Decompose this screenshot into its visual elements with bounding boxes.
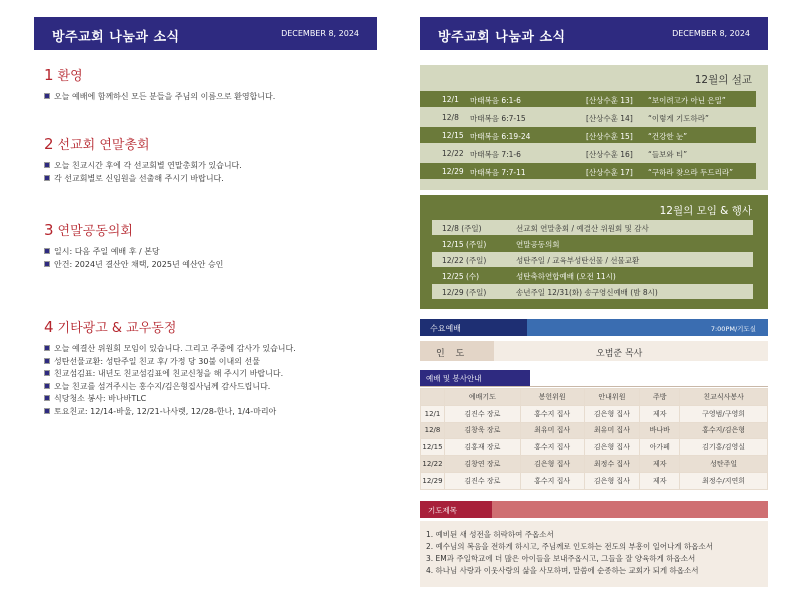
sermon-box	[420, 65, 768, 190]
sermon-series: [산상수훈 16]	[586, 150, 633, 159]
section-heading	[44, 317, 296, 337]
list-item	[44, 160, 242, 173]
table-cell: 김진수 장로	[444, 405, 520, 422]
table-cell: 최정수 집사	[584, 456, 640, 473]
column-header: 예배기도	[444, 389, 520, 406]
duty-table	[420, 388, 768, 490]
column-header: 주방	[640, 389, 680, 406]
table-cell: 12/22	[421, 456, 445, 473]
sermon-date: 12/1	[442, 95, 459, 104]
page-date: DECEMBER 8, 2024	[672, 29, 750, 38]
event-date: 12/8 (주일)	[442, 224, 482, 233]
leader-label: 인 도	[436, 349, 469, 359]
item-text: 토요친교: 12/14-바울, 12/21-나사렛, 12/28-한나, 1/4-마리아	[54, 406, 277, 416]
list-item	[44, 173, 242, 186]
sermon-box-title: 12월의 설교	[694, 74, 752, 86]
table-cell: 김진수 장로	[444, 472, 520, 489]
event-row	[432, 268, 753, 283]
bullet-square-icon	[44, 383, 50, 389]
item-text: 성탄선물교환: 성탄주일 친교 후/ 가정 당 30불 이내의 선물	[54, 356, 260, 366]
wednesday-worship-bar	[420, 319, 768, 336]
sermon-date: 12/8	[442, 113, 459, 122]
duty-title: 예배 및 봉사안내	[426, 374, 482, 383]
table-cell: 12/29	[421, 472, 445, 489]
sermon-passage: 마태복음 6:7-15	[470, 114, 526, 123]
sermon-row	[420, 127, 756, 143]
sermon-theme: “구하라 찾으라 두드리라”	[648, 168, 733, 177]
events-box-title: 12월의 모임 & 행사	[659, 205, 752, 217]
event-desc: 송년주일 12/31(화) 송구영신예배 (밤 8시)	[516, 288, 658, 297]
column-header: 친교식사봉사	[680, 389, 768, 406]
sermon-series: [산상수훈 15]	[586, 132, 633, 141]
event-desc: 성탄축하연합예배 (오전 11시)	[516, 272, 616, 281]
table-cell: 제자	[640, 472, 680, 489]
table-cell: 김홍재 장로	[444, 439, 520, 456]
table-row	[421, 422, 768, 439]
section-mission-meeting	[44, 134, 242, 185]
sermon-row	[420, 109, 756, 125]
table-cell: 김은형 집사	[584, 472, 640, 489]
event-desc: 선교회 연말총회 / 예결산 위원회 및 감사	[516, 224, 649, 233]
divider	[420, 386, 768, 387]
page-title: 방주교회 나눔과 소식	[438, 30, 566, 45]
section-number: 2	[44, 135, 54, 153]
list-item	[44, 406, 296, 419]
sermon-row	[420, 91, 756, 107]
item-text: 친교섬김표: 내년도 친교섬김표에 친교신청을 해 주시기 바랍니다.	[54, 369, 284, 378]
event-date: 12/25 (수)	[442, 272, 480, 281]
bullet-square-icon	[44, 162, 50, 168]
sermon-theme: “보이려고가 아닌 은밀”	[648, 96, 726, 105]
table-cell: 바나바	[640, 422, 680, 439]
sermon-date: 12/22	[442, 149, 464, 158]
table-cell: 12/1	[421, 405, 445, 422]
table-cell: 최정수/지연희	[680, 472, 768, 489]
list-item	[44, 381, 296, 394]
table-cell: 김은형 집사	[584, 405, 640, 422]
section-heading	[44, 134, 242, 154]
table-header-row	[421, 389, 768, 406]
sermon-date: 12/15	[442, 131, 464, 140]
leader-name: 오범준 목사	[596, 349, 643, 359]
sermon-theme: “이렇게 기도하라”	[648, 114, 709, 123]
event-date: 12/22 (주일)	[442, 256, 487, 265]
prayer-box	[420, 521, 768, 587]
table-cell: 12/8	[421, 422, 445, 439]
sermon-row	[420, 145, 756, 161]
table-cell: 제자	[640, 456, 680, 473]
event-row	[432, 236, 753, 251]
page-date: DECEMBER 8, 2024	[281, 29, 359, 38]
sermon-theme: “건강한 눈”	[648, 132, 688, 141]
sermon-series: [산상수훈 13]	[586, 96, 633, 105]
sermon-theme: “들보와 티”	[648, 150, 688, 159]
events-box	[420, 195, 768, 309]
page-title: 방주교회 나눔과 소식	[52, 30, 180, 45]
table-cell: 김은형 집사	[520, 456, 584, 473]
bullet-square-icon	[44, 261, 50, 267]
item-text: 오늘 예결산 위원회 모임이 있습니다. 그리고 주중에 감사가 있습니다.	[54, 344, 296, 353]
bullet-square-icon	[44, 395, 50, 401]
table-row	[421, 405, 768, 422]
sermon-series: [산상수훈 14]	[586, 114, 633, 123]
list-item	[44, 259, 223, 272]
section-title: 연말공동의회	[57, 224, 133, 239]
section-congregation-meeting	[44, 220, 223, 271]
item-text: 오늘 친교를 섬겨주시는 홍수지/김은형집사님께 감사드립니다.	[54, 381, 271, 391]
event-date: 12/15 (주일)	[442, 240, 487, 249]
column-header	[421, 389, 445, 406]
section-heading	[44, 65, 275, 85]
section-heading	[44, 220, 223, 240]
item-text: 식당청소 봉사: 바나바TLC	[54, 394, 147, 403]
table-cell: 성탄주일	[680, 456, 768, 473]
list-item	[44, 343, 296, 356]
worship-label-box	[420, 319, 527, 336]
section-title: 선교회 연말총회	[57, 138, 150, 153]
event-row	[432, 284, 753, 299]
table-cell: 홍수지 집사	[520, 439, 584, 456]
sermon-passage: 마태복음 7:1-6	[470, 150, 521, 159]
event-row	[432, 220, 753, 235]
table-cell: 홍수지 집사	[520, 405, 584, 422]
section-title: 기타광고 & 교우동정	[57, 321, 177, 336]
list-item	[44, 393, 296, 406]
column-header: 안내위원	[584, 389, 640, 406]
bullet-square-icon	[44, 370, 50, 376]
prayer-header-bar	[420, 501, 768, 518]
table-cell: 구영범/구영희	[680, 405, 768, 422]
event-desc: 성탄주일 / 교육부성탄선물 / 선물교환	[516, 256, 640, 265]
prayer-label-box	[420, 501, 492, 518]
item-text: 일시: 다음 주일 예배 후 / 본당	[54, 247, 160, 256]
section-number: 1	[44, 66, 54, 84]
bullet-square-icon	[44, 93, 50, 99]
event-date: 12/29 (주일)	[442, 288, 487, 297]
event-desc: 연말공동의회	[516, 240, 560, 249]
event-row	[432, 252, 753, 267]
bullet-square-icon	[44, 358, 50, 364]
bullet-square-icon	[44, 175, 50, 181]
section-title: 환영	[57, 69, 83, 84]
sermon-date: 12/29	[442, 167, 464, 176]
item-text: 오늘 친교시간 후에 각 선교회별 연말총회가 있습니다.	[54, 161, 242, 170]
item-text: 오늘 예배에 함께하신 모든 분들을 주님의 이름으로 환영합니다.	[54, 92, 276, 101]
prayer-item: 4. 하나님 사랑과 이웃사랑의 삶을 사모하며, 말씀에 순종하는 교회가 되게 하옵소서	[426, 566, 699, 575]
sermon-passage: 마태복음 6:19-24	[470, 132, 531, 141]
sermon-row	[420, 163, 756, 179]
leader-label-box	[420, 341, 494, 361]
worship-label: 수요예배	[430, 324, 461, 333]
sermon-series: [산상수훈 17]	[586, 168, 633, 177]
sermon-passage: 마태복음 7:7-11	[470, 168, 526, 177]
table-cell: 최유미 집사	[520, 422, 584, 439]
bullet-square-icon	[44, 408, 50, 414]
prayer-item: 2. 예수님의 복음을 전하게 하시고, 주님께로 인도하는 전도의 부흥이 일어나게 하옵소서	[426, 542, 713, 551]
section-welcome	[44, 65, 275, 104]
table-cell: 홍수지/김은형	[680, 422, 768, 439]
table-cell: 김창욱 장로	[444, 422, 520, 439]
section-number: 3	[44, 221, 54, 239]
item-text: 안건: 2024년 결산안 채택, 2025년 예산안 승인	[54, 259, 224, 269]
bullet-square-icon	[44, 345, 50, 351]
list-item	[44, 91, 275, 104]
worship-leader-row	[420, 341, 768, 361]
table-row	[421, 472, 768, 489]
prayer-item: 3. EM과 주일학교에 더 많은 아이들을 보내주옵시고, 그들을 잘 양육하게 하옵소서	[426, 554, 696, 563]
table-cell: 김창연 장로	[444, 456, 520, 473]
prayer-item: 1. 예비된 새 성전을 허락하여 주옵소서	[426, 530, 554, 539]
right-header-bar	[420, 17, 768, 50]
item-text: 각 선교회별로 신임원을 선출해 주시기 바랍니다.	[54, 173, 224, 183]
table-cell: 최유미 집사	[584, 422, 640, 439]
list-item	[44, 356, 296, 369]
left-header-bar	[34, 17, 377, 50]
table-cell: 12/15	[421, 439, 445, 456]
list-item	[44, 368, 296, 381]
table-cell: 김기홍/김영실	[680, 439, 768, 456]
section-number: 4	[44, 318, 54, 336]
table-row	[421, 456, 768, 473]
table-cell: 아가페	[640, 439, 680, 456]
sermon-passage: 마태복음 6:1-6	[470, 96, 521, 105]
table-row	[421, 439, 768, 456]
worship-time: 7:00PM/기도실	[710, 325, 756, 333]
list-item	[44, 246, 223, 259]
table-cell: 제자	[640, 405, 680, 422]
duty-title-box	[420, 370, 530, 386]
table-cell: 김은형 집사	[584, 439, 640, 456]
section-other-news	[44, 317, 296, 418]
table-cell: 홍수지 집사	[520, 472, 584, 489]
prayer-title: 기도제목	[428, 506, 457, 515]
bullet-square-icon	[44, 248, 50, 254]
column-header: 봉헌위원	[520, 389, 584, 406]
